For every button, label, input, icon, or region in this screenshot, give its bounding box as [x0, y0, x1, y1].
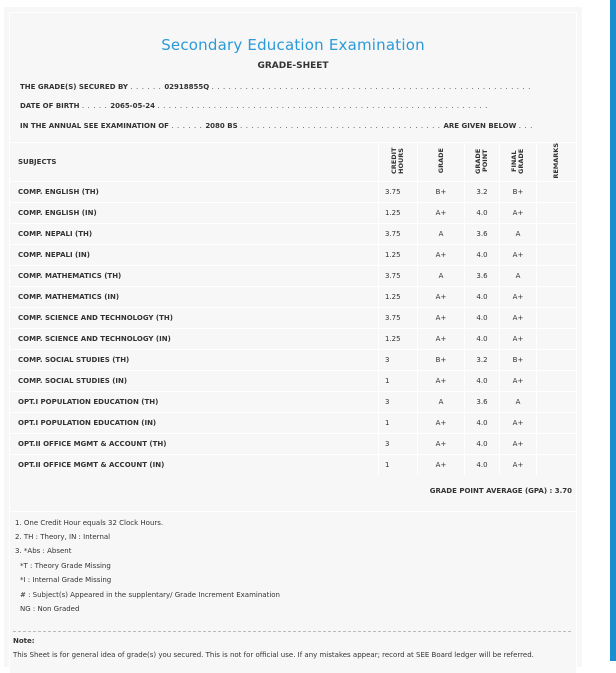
- gpa-label: GRADE POINT AVERAGE (GPA) :: [429, 487, 553, 495]
- remarks-cell: [537, 224, 577, 245]
- remarks-cell: [537, 455, 577, 476]
- legend-divider: [10, 511, 576, 512]
- header-remarks: REMARKS: [537, 143, 577, 182]
- final-grade-cell: A+: [500, 203, 537, 224]
- grade-point-cell: 4.0: [465, 203, 500, 224]
- remarks-cell: [537, 287, 577, 308]
- table-row: [10, 224, 576, 245]
- grade-point-cell: 3.6: [465, 224, 500, 245]
- credit-hours-cell: 1.25: [379, 245, 418, 266]
- credit-hours-cell: 3: [379, 350, 418, 371]
- remarks-cell: [537, 329, 577, 350]
- header-final-grade: FINAL GRADE: [500, 143, 537, 182]
- grade-cell: A+: [418, 245, 465, 266]
- grade-cell: A: [418, 224, 465, 245]
- dob-value: 2065-05-24: [110, 102, 155, 110]
- legend-item: 2. TH : Theory, IN : Internal: [15, 533, 111, 541]
- legend-item: *I : Internal Grade Missing: [20, 576, 112, 584]
- gpa-summary: [430, 487, 572, 495]
- grades-table: [10, 142, 576, 475]
- remarks-cell: [537, 308, 577, 329]
- grade-cell: B+: [418, 182, 465, 203]
- final-grade-cell: B+: [500, 182, 537, 203]
- credit-hours-cell: 1: [379, 371, 418, 392]
- grade-cell: A+: [418, 455, 465, 476]
- header-grade-point: GRADE POINT: [465, 143, 500, 182]
- credit-hours-cell: 3.75: [379, 224, 418, 245]
- remarks-cell: [537, 434, 577, 455]
- credit-hours-cell: 3.75: [379, 308, 418, 329]
- final-grade-cell: A+: [500, 434, 537, 455]
- grade-point-cell: 4.0: [465, 413, 500, 434]
- final-grade-cell: A+: [500, 413, 537, 434]
- credit-hours-cell: 3.75: [379, 266, 418, 287]
- remarks-cell: [537, 266, 577, 287]
- grade-point-cell: 4.0: [465, 329, 500, 350]
- grade-cell: A+: [418, 308, 465, 329]
- exam-label: IN THE ANNUAL SEE EXAMINATION OF: [20, 122, 169, 130]
- credit-hours-cell: 1: [379, 455, 418, 476]
- credit-hours-cell: 1: [379, 413, 418, 434]
- exam-year: 2080 BS: [205, 122, 238, 130]
- final-grade-cell: A+: [500, 287, 537, 308]
- table-row: [10, 329, 576, 350]
- final-grade-cell: A+: [500, 371, 537, 392]
- remarks-cell: [537, 371, 577, 392]
- table-row: [10, 350, 576, 371]
- grade-cell: A: [418, 266, 465, 287]
- final-grade-cell: A: [500, 266, 537, 287]
- subject-cell: COMP. ENGLISH (IN): [10, 203, 379, 224]
- legend-item: 1. One Credit Hour equals 32 Clock Hours.: [15, 519, 164, 527]
- dob-line: DATE OF BIRTH . . . . . 2065-05-24 . . . . . . . . . . . . . . . . . . . . . . . . . . . . . . . . . . . . . . . . . . . . . . . . . . . . . . . . . . .: [20, 102, 488, 110]
- grade-cell: A+: [418, 434, 465, 455]
- final-grade-cell: A+: [500, 329, 537, 350]
- exam-suffix: ARE GIVEN BELOW: [443, 122, 517, 130]
- subject-cell: COMP. NEPALI (IN): [10, 245, 379, 266]
- header-credit-hours: CREDIT HOURS: [379, 143, 418, 182]
- table-row: [10, 203, 576, 224]
- legend-item: # : Subject(s) Appeared in the supplentary/ Grade Increment Examination: [20, 591, 280, 599]
- subject-cell: OPT.II OFFICE MGMT & ACCOUNT (TH): [10, 434, 379, 455]
- secured-by-line: THE GRADE(S) SECURED BY . . . . . . 02918855Q . . . . . . . . . . . . . . . . . . . . . . . . . . . . . . . . . . . . . . . . . . . . . . . . . . . . . . . . .: [20, 83, 531, 91]
- table-row: [10, 413, 576, 434]
- subject-cell: COMP. ENGLISH (TH): [10, 182, 379, 203]
- grade-cell: A+: [418, 371, 465, 392]
- grade-cell: A+: [418, 413, 465, 434]
- table-row: [10, 245, 576, 266]
- remarks-cell: [537, 245, 577, 266]
- subject-cell: COMP. SCIENCE AND TECHNOLOGY (TH): [10, 308, 379, 329]
- dob-label: DATE OF BIRTH: [20, 102, 80, 110]
- table-row: [10, 434, 576, 455]
- subject-cell: COMP. SCIENCE AND TECHNOLOGY (IN): [10, 329, 379, 350]
- credit-hours-cell: 3: [379, 434, 418, 455]
- credit-hours-cell: 1.25: [379, 287, 418, 308]
- sheet-subtitle: GRADE-SHEET: [257, 61, 329, 71]
- subject-cell: COMP. NEPALI (TH): [10, 224, 379, 245]
- final-grade-cell: A: [500, 224, 537, 245]
- grade-point-cell: 3.2: [465, 182, 500, 203]
- secured-by-label: THE GRADE(S) SECURED BY: [20, 83, 128, 91]
- table-header-row: [10, 143, 576, 182]
- subject-cell: COMP. MATHEMATICS (IN): [10, 287, 379, 308]
- credit-hours-cell: 3.75: [379, 182, 418, 203]
- grade-point-cell: 3.6: [465, 266, 500, 287]
- subject-cell: COMP. SOCIAL STUDIES (IN): [10, 371, 379, 392]
- grade-cell: A+: [418, 203, 465, 224]
- gpa-value: 3.70: [554, 487, 572, 495]
- table-row: [10, 392, 576, 413]
- subject-cell: OPT.I POPULATION EDUCATION (IN): [10, 413, 379, 434]
- final-grade-cell: A+: [500, 245, 537, 266]
- grade-point-cell: 3.2: [465, 350, 500, 371]
- grade-cell: A: [418, 392, 465, 413]
- header-subjects: SUBJECTS: [10, 143, 379, 182]
- exam-title: Secondary Education Examination: [161, 36, 425, 54]
- side-accent-bar: [610, 0, 616, 661]
- grade-point-cell: 4.0: [465, 455, 500, 476]
- subject-cell: OPT.II OFFICE MGMT & ACCOUNT (IN): [10, 455, 379, 476]
- grade-point-cell: 4.0: [465, 308, 500, 329]
- table-row: [10, 308, 576, 329]
- final-grade-cell: A: [500, 392, 537, 413]
- grade-cell: B+: [418, 350, 465, 371]
- header-grade: GRADE: [418, 143, 465, 182]
- grade-cell: A+: [418, 287, 465, 308]
- note-label: Note:: [13, 637, 35, 645]
- grade-point-cell: 3.6: [465, 392, 500, 413]
- table-row: [10, 371, 576, 392]
- credit-hours-cell: 1.25: [379, 329, 418, 350]
- legend-item: 3. *Abs : Absent: [15, 547, 72, 555]
- final-grade-cell: A+: [500, 308, 537, 329]
- credit-hours-cell: 1.25: [379, 203, 418, 224]
- subject-cell: COMP. MATHEMATICS (TH): [10, 266, 379, 287]
- table-row: [10, 455, 576, 476]
- subject-cell: OPT.I POPULATION EDUCATION (TH): [10, 392, 379, 413]
- final-grade-cell: B+: [500, 350, 537, 371]
- legend-item: NG : Non Graded: [20, 605, 80, 613]
- remarks-cell: [537, 350, 577, 371]
- grade-point-cell: 4.0: [465, 371, 500, 392]
- legend-item: *T : Theory Grade Missing: [20, 562, 111, 570]
- exam-line: IN THE ANNUAL SEE EXAMINATION OF . . . . . . 2080 BS . . . . . . . . . . . . . . . . . . . . . . . . . . . . . . . . . . . . ARE GIVEN BELOW . . .: [20, 122, 533, 130]
- grade-point-cell: 4.0: [465, 245, 500, 266]
- table-row: [10, 266, 576, 287]
- remarks-cell: [537, 413, 577, 434]
- grade-point-cell: 4.0: [465, 434, 500, 455]
- table-row: [10, 182, 576, 203]
- subject-cell: COMP. SOCIAL STUDIES (TH): [10, 350, 379, 371]
- final-grade-cell: A+: [500, 455, 537, 476]
- remarks-cell: [537, 203, 577, 224]
- credit-hours-cell: 3: [379, 392, 418, 413]
- note-text: This Sheet is for general idea of grade(s) you secured. This is not for official use. If any mistakes appear; record at SEE Board ledger will be referred.: [13, 651, 534, 659]
- note-divider: [13, 631, 571, 632]
- table-row: [10, 287, 576, 308]
- grade-point-cell: 4.0: [465, 287, 500, 308]
- symbol-number: 02918855Q: [164, 83, 210, 91]
- grade-cell: A+: [418, 329, 465, 350]
- remarks-cell: [537, 392, 577, 413]
- remarks-cell: [537, 182, 577, 203]
